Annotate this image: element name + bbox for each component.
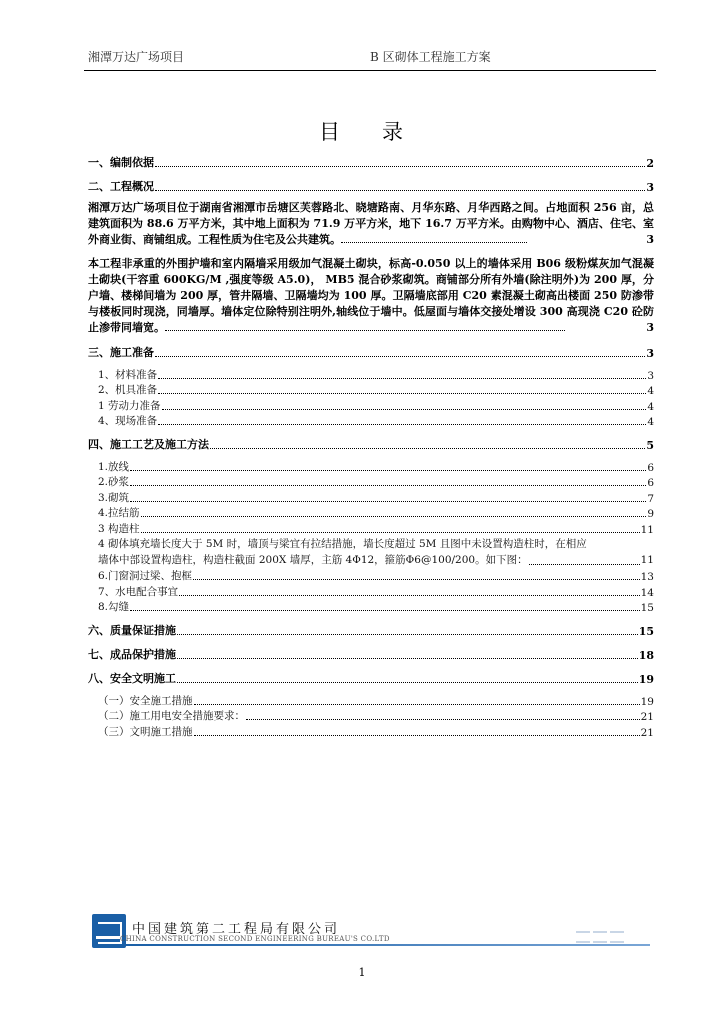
- leader-dots: [155, 356, 645, 357]
- table-of-contents: [88, 146, 654, 739]
- toc-subentry-wrapped[interactable]: [88, 536, 654, 568]
- toc-entry-label: 3 构造柱: [98, 522, 140, 535]
- page-number: 1: [358, 966, 366, 979]
- toc-entry-overview-paragraph-2[interactable]: [88, 256, 654, 336]
- toc-subentry[interactable]: [88, 366, 654, 382]
- toc-subentry[interactable]: [88, 474, 654, 490]
- leader-dots: [155, 166, 645, 167]
- toc-subentry[interactable]: [88, 692, 654, 708]
- toc-entry-label: 6.门窗洞过梁、抱框: [98, 570, 193, 582]
- paragraph-text: 本工程非承重的外围护墙和室内隔墙采用级加气混凝土砌块，标高-0.050 以上的墙体采用 B06 级粉煤灰加气混凝土砌块(干容重 600KG/M ,强度等级 A5.0)， MB5 混合砂浆砌筑。商铺部分所有外墙(除注明外)为 200 厚，分户墙、楼梯间墙为 200 厚，管井隔墙、卫隔墙均为 100 厚。卫隔墙底部用 C20 素混凝土砌高出楼面 250 防渗带与楼板同时现浇，同墙厚。墙体定位除特别注明外,轴线位于墙中。低屋面与墙体交接处增设 300 高现浇 C20 砼防止渗带同墙宽。: [88, 257, 654, 334]
- toc-entry-page: 3: [646, 233, 654, 246]
- leader-dots: [158, 378, 646, 379]
- toc-entry-page: 19: [640, 695, 654, 708]
- toc-entry-section-2[interactable]: [88, 170, 654, 194]
- toc-entry-label: 4.拉结筋: [98, 507, 140, 519]
- toc-entry-label: 4、现场准备: [98, 415, 158, 427]
- toc-entry-section-6[interactable]: [88, 614, 654, 638]
- toc-title: [0, 116, 724, 146]
- toc-subentry[interactable]: [88, 520, 654, 536]
- toc-entry-page: 9: [647, 508, 654, 520]
- header-divider: [84, 70, 656, 71]
- toc-entry-label: （三）文明施工措施: [98, 725, 193, 738]
- toc-title-char-2: 录: [382, 120, 405, 144]
- toc-subentry[interactable]: [88, 505, 654, 521]
- leader-dots: [130, 501, 646, 502]
- toc-subentry[interactable]: [88, 413, 654, 429]
- toc-subentry[interactable]: [88, 382, 654, 398]
- leader-dots: [165, 330, 565, 331]
- toc-entry-page: 3: [647, 369, 654, 382]
- toc-subentry[interactable]: [88, 458, 654, 474]
- toc-entry-label-line-2: 墙体中部设置构造柱，构造柱截面 200X 墙厚，主筋 4Φ12，箍筋Φ6@100/200。如下图：: [98, 553, 528, 566]
- toc-entry-page: 13: [640, 571, 654, 583]
- toc-entry-label: 1 劳动力准备: [98, 399, 161, 412]
- leader-dots: [141, 516, 647, 517]
- toc-entry-page: 5: [646, 439, 654, 452]
- toc-entry-section-1[interactable]: [88, 146, 654, 170]
- toc-subentry[interactable]: [88, 599, 654, 615]
- toc-entry-label-line-1: 4 砌体填充墙长度大于 5M 时，墙顶与梁宜有拉结措施，墙长度超过 5M 且图中未设置构造柱时，在相应: [98, 537, 587, 550]
- toc-subentry[interactable]: [88, 708, 654, 724]
- header-doc-title: B 区砌体工程施工方案: [370, 50, 491, 64]
- toc-entry-label: 8.勾缝: [98, 601, 130, 613]
- toc-entry-page: 3: [646, 181, 654, 194]
- toc-entry-label: 2.砂浆: [98, 476, 130, 488]
- toc-entry-page: 2: [646, 157, 654, 170]
- page-header: [88, 48, 656, 68]
- leader-dots: [177, 658, 638, 659]
- toc-entry-overview-paragraph-1[interactable]: [88, 200, 654, 248]
- toc-entry-page: 15: [638, 625, 654, 638]
- company-name-cn: 中国建筑第二工程局有限公司: [132, 922, 341, 937]
- leader-dots: [194, 735, 640, 736]
- toc-entry-page: 18: [638, 649, 654, 662]
- toc-entry-page: 21: [640, 711, 654, 723]
- leader-dots: [177, 634, 638, 635]
- page-footer: [92, 914, 662, 954]
- company-name-en: CHINA CONSTRUCTION SECOND ENGINEERING BUREAU'S CO.LTD: [120, 935, 390, 943]
- leader-dots: [130, 470, 646, 471]
- toc-entry-section-7[interactable]: [88, 638, 654, 662]
- toc-entry-label: 八、安全文明施工: [88, 672, 176, 685]
- leader-dots: [179, 595, 639, 596]
- toc-entry-section-3[interactable]: [88, 336, 654, 360]
- header-project-name: 湘潭万达广场项目: [88, 50, 185, 64]
- toc-entry-page: 14: [640, 586, 654, 599]
- toc-entry-label: 7、水电配合事宜: [98, 585, 179, 598]
- toc-entry-page: 4: [647, 385, 654, 397]
- toc-entry-page: 4: [647, 416, 654, 428]
- leader-dots: [341, 242, 527, 243]
- toc-entry-page: 15: [640, 602, 654, 614]
- toc-subentry[interactable]: [88, 723, 654, 739]
- leader-dots: [158, 424, 646, 425]
- toc-entry-page: 7: [647, 492, 654, 505]
- leader-dots: [141, 532, 640, 533]
- paragraph-text: 湘潭万达广场项目位于湖南省湘潭市岳塘区芙蓉路北、晓塘路南、月华东路、月华西路之间。占地面积 256 亩，总建筑面积为 88.6 万平方米，其中地上面积为 71.9 万平方米，地下 16.7 万平方米。由购物中心、酒店、住宅、室外商业街、商铺组成。工程性质为住宅及公共建筑。: [88, 201, 654, 246]
- toc-entry-page: 19: [638, 673, 654, 686]
- toc-entry-label: 二、工程概况: [88, 180, 154, 193]
- toc-entry-label: 一、编制依据: [88, 156, 154, 169]
- toc-entry-label: （一）安全施工措施: [98, 694, 193, 707]
- toc-entry-page: 6: [647, 461, 654, 474]
- toc-title-char-1: 目: [319, 120, 342, 144]
- leader-dots: [246, 719, 640, 720]
- leader-dots: [194, 704, 640, 705]
- toc-entry-page: 11: [640, 523, 654, 536]
- toc-entry-page: 4: [647, 400, 654, 413]
- toc-entry-page: 3: [646, 321, 654, 334]
- toc-entry-page: 11: [640, 553, 654, 566]
- toc-entry-label: 3.砌筑: [98, 491, 130, 504]
- toc-entry-label: （二）施工用电安全措施要求：: [98, 710, 245, 722]
- toc-entry-page: 6: [647, 477, 654, 489]
- leader-dots: [210, 448, 645, 449]
- leader-dots: [155, 190, 645, 191]
- leader-dots: [130, 485, 646, 486]
- toc-entry-label: 三、施工准备: [88, 346, 154, 359]
- toc-subentry[interactable]: [88, 568, 654, 584]
- toc-subentry[interactable]: [88, 397, 654, 413]
- toc-entry-label: 1.放线: [98, 460, 130, 473]
- leader-dots: [162, 409, 647, 410]
- toc-entry-page: 21: [640, 726, 654, 739]
- footer-divider: [126, 944, 650, 946]
- toc-entry-label: 六、质量保证措施: [88, 624, 176, 637]
- toc-entry-label: 2、机具准备: [98, 384, 158, 396]
- toc-entry-section-8[interactable]: [88, 662, 654, 686]
- leader-dots: [529, 564, 640, 565]
- toc-entry-page: 3: [646, 347, 654, 360]
- leader-dots: [193, 579, 640, 580]
- leader-dots: [158, 393, 646, 394]
- decorative-mark-icon: [576, 928, 636, 942]
- toc-entry-label: 七、成品保护措施: [88, 648, 176, 661]
- leader-dots: [177, 682, 638, 683]
- toc-subentry[interactable]: [88, 489, 654, 505]
- toc-subentry[interactable]: [88, 583, 654, 599]
- toc-entry-label: 1、材料准备: [98, 368, 158, 381]
- toc-entry-section-4[interactable]: [88, 428, 654, 452]
- toc-entry-label: 四、施工工艺及施工方法: [88, 438, 209, 451]
- leader-dots: [130, 610, 640, 611]
